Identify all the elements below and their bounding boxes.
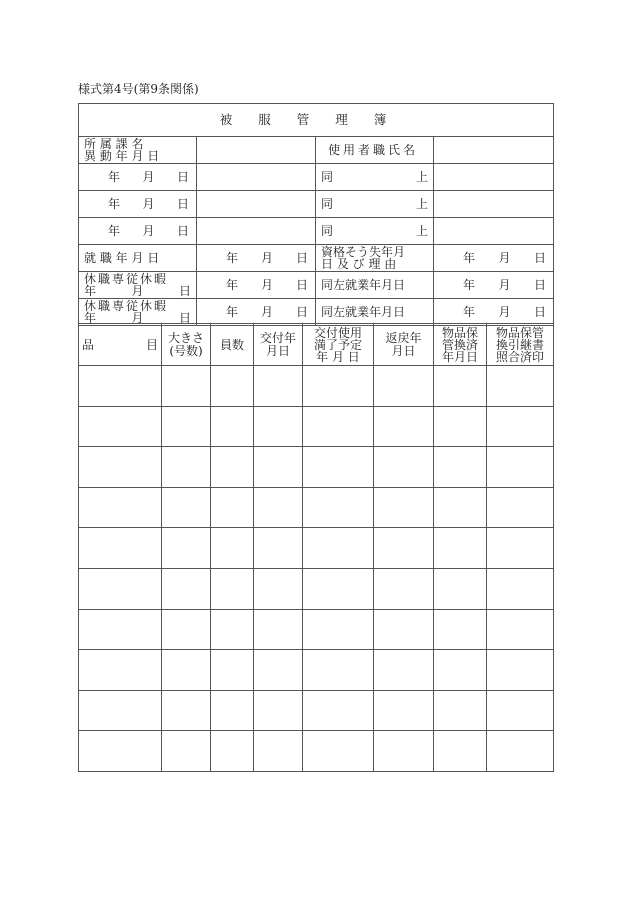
table-cell[interactable] bbox=[374, 366, 434, 407]
table-cell[interactable] bbox=[162, 690, 211, 731]
leave-date[interactable] bbox=[197, 272, 316, 299]
date-label: 年 月 日 bbox=[108, 170, 189, 184]
table-cell[interactable] bbox=[487, 609, 554, 650]
table-cell[interactable] bbox=[211, 528, 254, 569]
table-cell[interactable] bbox=[487, 487, 554, 528]
table-cell[interactable] bbox=[303, 609, 374, 650]
transfer-date[interactable] bbox=[79, 164, 197, 191]
table-cell[interactable] bbox=[434, 447, 487, 488]
date-label: 年 月 日 bbox=[226, 251, 308, 265]
column-header: 交付年月日 bbox=[254, 324, 303, 366]
user-label: 使用者職氏名 bbox=[316, 137, 434, 164]
form-caption: 様式第4号(第9条関係) bbox=[78, 82, 199, 96]
table-cell[interactable] bbox=[79, 731, 162, 772]
date-label: 年 月 日 bbox=[226, 305, 308, 319]
table-row bbox=[79, 487, 554, 528]
table-cell[interactable] bbox=[79, 487, 162, 528]
table-cell[interactable] bbox=[211, 568, 254, 609]
table-cell[interactable] bbox=[303, 690, 374, 731]
table-cell[interactable] bbox=[487, 366, 554, 407]
table-cell[interactable] bbox=[254, 366, 303, 407]
table-cell[interactable] bbox=[374, 528, 434, 569]
table-cell[interactable] bbox=[254, 447, 303, 488]
table-cell[interactable] bbox=[303, 487, 374, 528]
table-cell[interactable] bbox=[434, 609, 487, 650]
table-cell[interactable] bbox=[162, 447, 211, 488]
table-row bbox=[79, 528, 554, 569]
table-cell[interactable] bbox=[487, 447, 554, 488]
table-cell[interactable] bbox=[162, 406, 211, 447]
table-cell[interactable] bbox=[487, 650, 554, 691]
employ-date[interactable] bbox=[197, 245, 316, 272]
leave-date[interactable] bbox=[197, 299, 316, 326]
table-cell[interactable] bbox=[79, 366, 162, 407]
user-field[interactable] bbox=[434, 164, 554, 191]
date-label: 年 月 日 bbox=[463, 305, 547, 319]
table-cell[interactable] bbox=[487, 406, 554, 447]
table-cell[interactable] bbox=[79, 690, 162, 731]
date-label: 年 月 日 bbox=[108, 224, 189, 238]
table-cell[interactable] bbox=[211, 690, 254, 731]
column-header: 大きさ(号数) bbox=[162, 324, 211, 366]
table-cell[interactable] bbox=[254, 406, 303, 447]
table-cell[interactable] bbox=[162, 528, 211, 569]
items-table bbox=[78, 323, 554, 772]
table-cell[interactable] bbox=[211, 487, 254, 528]
table-cell[interactable] bbox=[211, 447, 254, 488]
table-cell[interactable] bbox=[254, 731, 303, 772]
transfer-date[interactable] bbox=[79, 218, 197, 245]
user-field[interactable] bbox=[434, 218, 554, 245]
table-cell[interactable] bbox=[162, 487, 211, 528]
table-row bbox=[79, 447, 554, 488]
column-header: 返戻年月日 bbox=[374, 324, 434, 366]
dept-label: 所 属 課 名 異 動 年 月 日 bbox=[79, 137, 197, 164]
date-label: 年 月 日 bbox=[463, 278, 547, 292]
table-cell[interactable] bbox=[303, 650, 374, 691]
table-cell[interactable] bbox=[434, 690, 487, 731]
column-header: 物品保管 換引継書 照合済印 bbox=[487, 324, 554, 366]
table-cell[interactable] bbox=[211, 609, 254, 650]
table-cell[interactable] bbox=[162, 650, 211, 691]
table-cell[interactable] bbox=[303, 366, 374, 407]
dept-field[interactable] bbox=[197, 218, 316, 245]
return-label: 同左就業年月日 bbox=[316, 272, 434, 299]
table-cell[interactable] bbox=[374, 447, 434, 488]
form-title: 被服管理簿 bbox=[79, 104, 554, 137]
date-label: 年 月 日 bbox=[108, 197, 189, 211]
table-cell[interactable] bbox=[79, 568, 162, 609]
table-cell[interactable] bbox=[254, 690, 303, 731]
table-cell[interactable] bbox=[79, 406, 162, 447]
table-cell[interactable] bbox=[374, 568, 434, 609]
table-cell[interactable] bbox=[254, 487, 303, 528]
table-cell[interactable] bbox=[434, 650, 487, 691]
table-cell[interactable] bbox=[79, 609, 162, 650]
table-cell[interactable] bbox=[434, 406, 487, 447]
return-date[interactable] bbox=[434, 299, 554, 326]
table-cell[interactable] bbox=[79, 650, 162, 691]
return-date[interactable] bbox=[434, 272, 554, 299]
table-row bbox=[79, 366, 554, 407]
table-cell[interactable] bbox=[487, 731, 554, 772]
same-label: 同 上 bbox=[316, 191, 434, 218]
employ-label: 就 職 年 月 日 bbox=[79, 245, 197, 272]
leave-label: 休職専従休暇 年 月 日 bbox=[79, 272, 197, 299]
table-cell[interactable] bbox=[303, 447, 374, 488]
table-cell[interactable] bbox=[211, 731, 254, 772]
table-cell[interactable] bbox=[303, 528, 374, 569]
table-cell[interactable] bbox=[254, 609, 303, 650]
header-table bbox=[78, 103, 554, 326]
table-row bbox=[79, 731, 554, 772]
table-cell[interactable] bbox=[374, 487, 434, 528]
table-cell[interactable] bbox=[374, 731, 434, 772]
column-header: 品 目 bbox=[79, 324, 162, 366]
user-field[interactable] bbox=[434, 137, 554, 164]
loss-label: 資格そう失年月 日 及 び 理 由 bbox=[316, 245, 434, 272]
table-row bbox=[79, 406, 554, 447]
table-cell[interactable] bbox=[162, 609, 211, 650]
table-cell[interactable] bbox=[162, 366, 211, 407]
table-cell[interactable] bbox=[211, 406, 254, 447]
user-field[interactable] bbox=[434, 191, 554, 218]
same-label: 同 上 bbox=[316, 218, 434, 245]
table-cell[interactable] bbox=[434, 568, 487, 609]
table-cell[interactable] bbox=[79, 528, 162, 569]
table-row bbox=[79, 690, 554, 731]
dept-field[interactable] bbox=[197, 164, 316, 191]
table-cell[interactable] bbox=[254, 650, 303, 691]
column-header: 員数 bbox=[211, 324, 254, 366]
dept-field[interactable] bbox=[197, 137, 316, 164]
table-row bbox=[79, 609, 554, 650]
table-cell[interactable] bbox=[374, 690, 434, 731]
return-label: 同左就業年月日 bbox=[316, 299, 434, 326]
table-cell[interactable] bbox=[434, 528, 487, 569]
table-row bbox=[79, 650, 554, 691]
table-cell[interactable] bbox=[487, 528, 554, 569]
table-row bbox=[79, 568, 554, 609]
table-cell[interactable] bbox=[254, 528, 303, 569]
same-label: 同 上 bbox=[316, 164, 434, 191]
column-header: 交付使用 満了予定 年 月 日 bbox=[303, 324, 374, 366]
table-cell[interactable] bbox=[211, 650, 254, 691]
table-cell[interactable] bbox=[303, 731, 374, 772]
table-cell[interactable] bbox=[434, 487, 487, 528]
table-cell[interactable] bbox=[434, 731, 487, 772]
table-cell[interactable] bbox=[303, 568, 374, 609]
table-cell[interactable] bbox=[374, 650, 434, 691]
column-header: 物品保 管換済 年月日 bbox=[434, 324, 487, 366]
table-cell[interactable] bbox=[487, 690, 554, 731]
table-cell[interactable] bbox=[211, 366, 254, 407]
table-cell[interactable] bbox=[374, 406, 434, 447]
table-cell[interactable] bbox=[303, 406, 374, 447]
table-cell[interactable] bbox=[487, 568, 554, 609]
table-cell[interactable] bbox=[79, 447, 162, 488]
table-cell[interactable] bbox=[254, 568, 303, 609]
table-cell[interactable] bbox=[162, 731, 211, 772]
loss-date[interactable] bbox=[434, 245, 554, 272]
leave-label: 休職専従休暇 年 月 日 bbox=[79, 299, 197, 326]
dept-field[interactable] bbox=[197, 191, 316, 218]
date-label: 年 月 日 bbox=[226, 278, 308, 292]
date-label: 年 月 日 bbox=[463, 251, 547, 265]
transfer-date[interactable] bbox=[79, 191, 197, 218]
table-cell[interactable] bbox=[434, 366, 487, 407]
table-cell[interactable] bbox=[374, 609, 434, 650]
table-cell[interactable] bbox=[162, 568, 211, 609]
